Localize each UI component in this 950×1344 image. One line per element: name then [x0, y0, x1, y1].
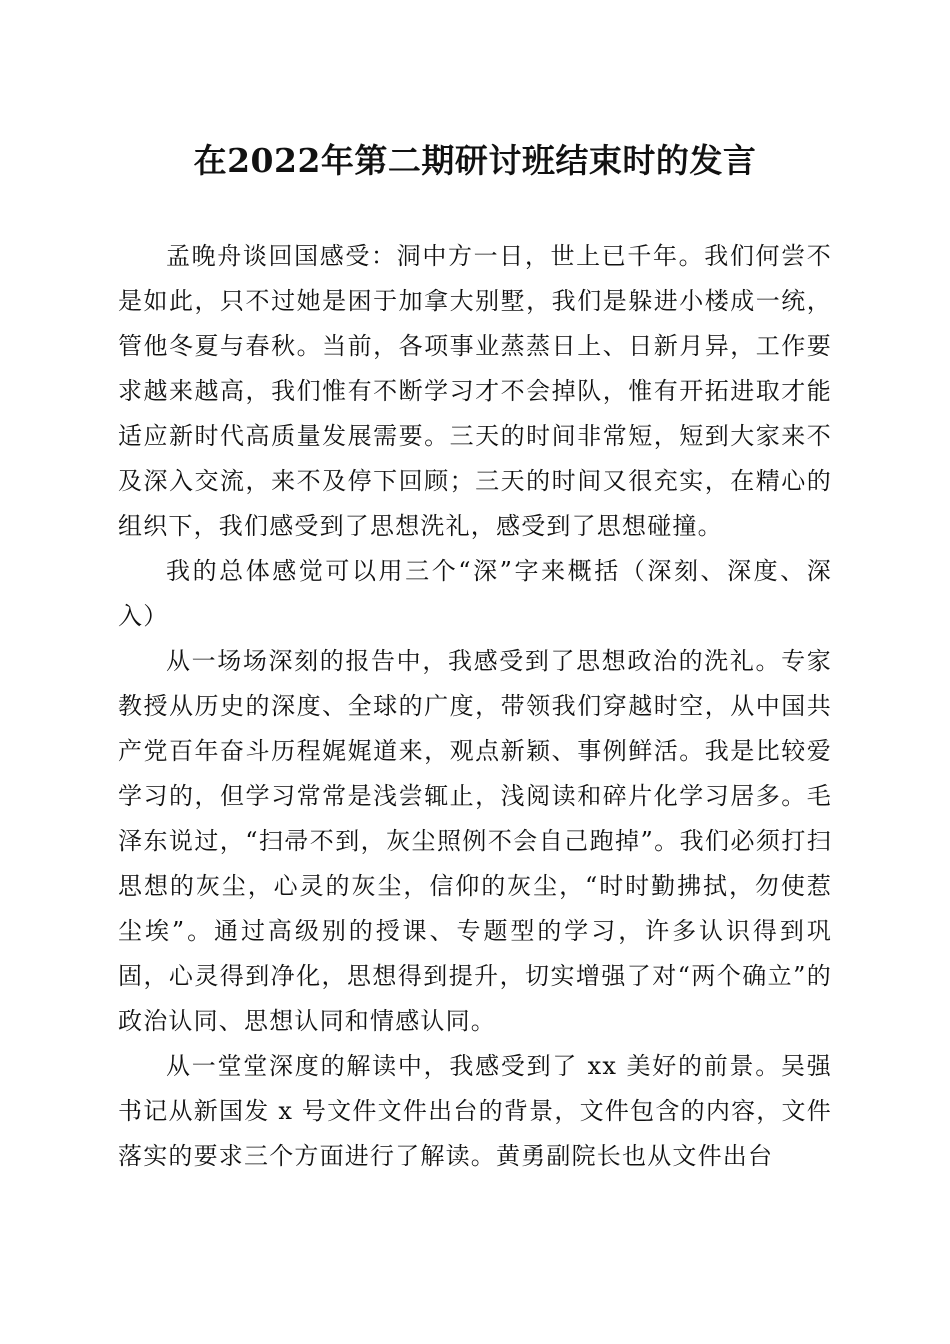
paragraph-intro: 孟晚舟谈回国感受：洞中方一日，世上已千年。我们何尝不是如此，只不过她是困于加拿大别墅，我们是躲进小楼成一统，管他冬夏与春秋。当前，各项事业蒸蒸日上、日新月异，工作要求越来越高，我们惟有不断学习才不会掉队，惟有开拓进取才能适应新时代高质量发展需要。三天的时间非常短，短到大家来不及深入交流，来不及停下回顾；三天的时间又很充实，在精心的组织下，我们感受到了思想洗礼，感受到了思想碰撞。: [118, 242, 832, 540]
paragraph-interpretation: 从一堂堂深度的解读中，我感受到了 xx 美好的前景。吴强书记从新国发 x 号文件文件出台的背景，文件包含的内容，文件落实的要求三个方面进行了解读。黄勇副院长也从文件出台: [118, 1052, 832, 1170]
paragraph-reports: 从一场场深刻的报告中，我感受到了思想政治的洗礼。专家教授从历史的深度、全球的广度，带领我们穿越时空，从中国共产党百年奋斗历程娓娓道来，观点新颖、事例鲜活。我是比较爱学习的，但学习常常是浅尝辄止，浅阅读和碎片化学习居多。毛泽东说过，“扫帚不到，灰尘照例不会自己跑掉”。我们必须打扫思想的灰尘，心灵的灰尘，信仰的灰尘，“时时勤拂拭，勿使惹尘埃”。通过高级别的授课、专题型的学习，许多认识得到巩固，心灵得到净化，思想得到提升，切实增强了对“两个确立”的政治认同、思想认同和情感认同。: [118, 647, 832, 1035]
paragraph-summary: 我的总体感觉可以用三个“深”字来概括（深刻、深度、深入）: [118, 557, 832, 630]
document-title: 在2022年第二期研讨班结束时的发言: [193, 141, 757, 180]
document-body: [118, 234, 832, 1179]
